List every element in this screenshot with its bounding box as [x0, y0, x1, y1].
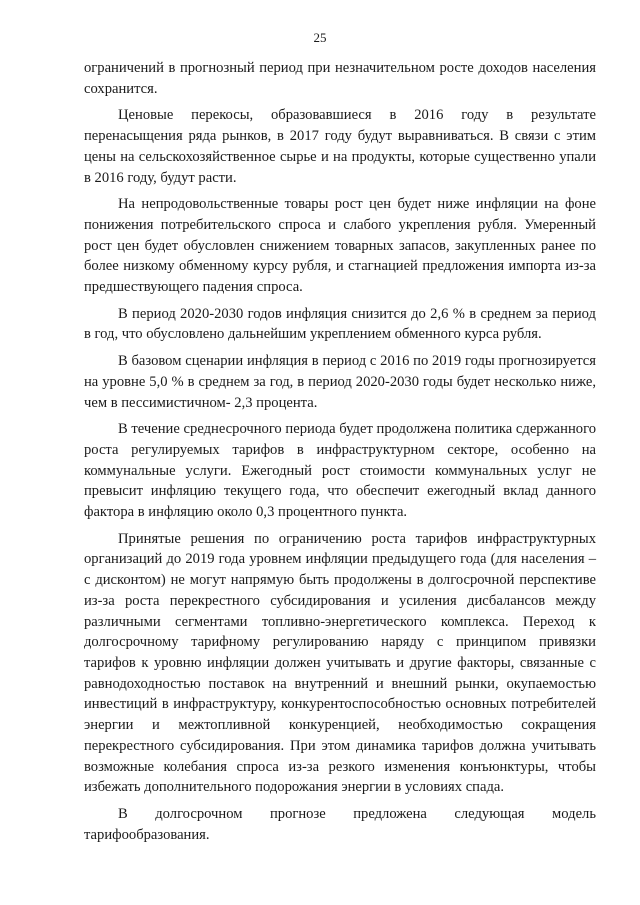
- paragraph-7: Принятые решения по ограничению роста тарифов инфраструктурных организаций до 2019 года уровнем инфляции предыдущего года (для населения – с дисконтом) не могут напрямую быть продолжены в долгосрочной перспективе из-за роста перекрестного субсидирования и усиления дисбалансов между различными сегментами топливно-энергетического комплекса. Переход к долгосрочному тарифному регулированию наряду с принципом привязки тарифов к уровню инфляции должен учитывать и другие факторы, связанные с равнодоходностью поставок на внутренний и внешний рынки, окупаемостью инвестиций в инфраструктуру, конкурентоспособностью основных потребителей энергии и межтопливной конкуренцией, необходимостью сокращения перекрестного субсидирования. При этом динамика тарифов должна учитывать возможные колебания спроса из-за резкого изменения конъюнктуры, чтобы избежать дополнительного подорожания энергии в условиях спада.: [84, 530, 596, 796]
- paragraph-3: На непродовольственные товары рост цен будет ниже инфляции на фоне понижения потребительского спроса и слабого укрепления рубля. Умеренный рост цен будет обусловлен снижением товарных запасов, закупленных ранее по более низкому обменному курсу рубля, и стагнацией предложения импорта из-за предшествующего падения спроса.: [84, 196, 596, 296]
- paragraph-2: Ценовые перекосы, образовавшиеся в 2016 году в результате перенасыщения ряда рынков, в 2017 году будут выравниваться. В связи с этим цены на сельскохозяйственное сырье и на продукты, которые существенно упали в 2016 году, будут расти.: [84, 107, 596, 186]
- paragraph-5: В базовом сценарии инфляция в период с 2016 по 2019 годы прогнозируется на уровне 5,0 % в среднем за год, в период 2020-2030 годы будет несколько ниже, чем в пессимистичном- 2,3 процента.: [84, 353, 596, 411]
- document-body: [84, 58, 596, 851]
- page-number: 25: [313, 30, 327, 45]
- paragraph-8: В долгосрочном прогнозе предложена следующая модель тарифообразования.: [84, 805, 596, 843]
- paragraph-1: ограничений в прогнозный период при незначительном росте доходов населения сохранится.: [84, 60, 596, 97]
- paragraph-6: В течение среднесрочного периода будет продолжена политика сдержанного роста регулируемых тарифов в инфраструктурном секторе, особенно на коммунальные услуги. Ежегодный рост стоимости коммунальных услуг не превысит инфляцию текущего года, что обеспечит ежегодный вклад данного фактора в инфляцию около 0,3 процентного пункта.: [84, 421, 596, 521]
- paragraph-4: В период 2020-2030 годов инфляция снизится до 2,6 % в среднем за период в год, что обусловлено дальнейшим укреплением обменного курса рубля.: [84, 305, 596, 343]
